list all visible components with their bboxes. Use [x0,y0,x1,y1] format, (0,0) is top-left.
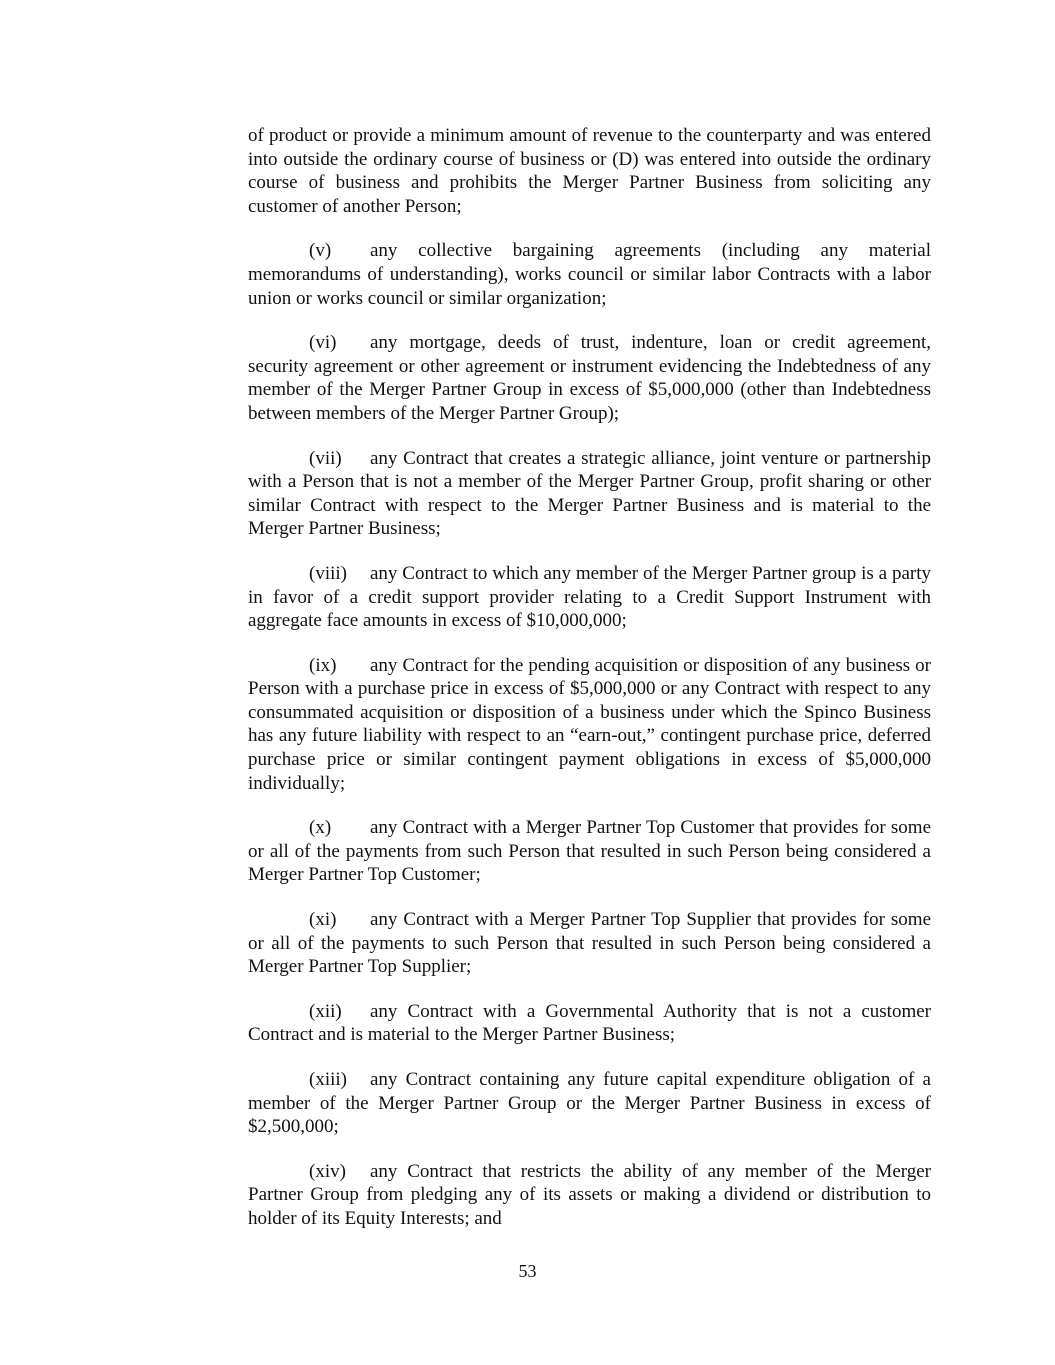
item-marker: (vii) [309,447,342,469]
list-item [248,1160,931,1231]
item-text: any Contract with a Governmental Authority that is not a customer Contract and is material to the Merger Partner Business; [248,1000,931,1046]
list-item [248,654,931,796]
list-item [248,447,931,541]
item-marker: (x) [309,817,332,839]
list-item [248,239,931,310]
document-body [248,124,931,1252]
item-text: any Contract for the pending acquisition or disposition of any business or Person with a purchase price in excess of $5,000,000 or any Contract with respect to any consummated acquisition or disposition of a business under which the Spinco Business has any future liability with respect to an “earn-out,” contingent purchase price, deferred purchase price or similar contingent payment obligations in excess of $5,000,000 individually; [248,654,931,794]
item-text: any collective bargaining agreements (including any material memorandums of understanding), works council or similar labor Contracts with a labor union or works council or similar organization; [248,240,931,309]
item-marker: (v) [309,240,332,262]
item-marker: (xii) [309,1000,342,1022]
list-item [248,908,931,979]
item-marker: (xiv) [309,1160,346,1182]
list-item [248,562,931,633]
continuation-paragraph: of product or provide a minimum amount of revenue to the counterparty and was entered into outside the ordinary course of business or (D) was entered into outside the ordinary course of business and prohibits the Merger Partner Business from soliciting any customer of another Person; [248,125,931,217]
item-marker: (viii) [309,562,347,584]
item-marker: (xi) [309,909,337,931]
list-item [248,1000,931,1047]
item-text: any Contract containing any future capital expenditure obligation of a member of the Merger Partner Group or the Merger Partner Business in excess of $2,500,000; [248,1069,931,1138]
item-text: any mortgage, deeds of trust, indenture, loan or credit agreement, security agreement or other agreement or instrument evidencing the Indebtedness of any member of the Merger Partner Group in excess of $5,000,000 (other than Indebtedness between members of the Merger Partner Group); [248,332,931,424]
item-marker: (ix) [309,654,337,676]
list-item [248,331,931,425]
item-marker: (xiii) [309,1069,347,1090]
item-text: any Contract with a Merger Partner Top Supplier that provides for some or all of the payments to such Person that resulted in such Person being considered a Merger Partner Top Supplier; [248,909,931,978]
item-marker: (vi) [309,332,337,354]
item-text: any Contract with a Merger Partner Top Customer that provides for some or all of the payments from such Person that resulted in such Person being considered a Merger Partner Top Customer; [248,817,931,886]
item-text: any Contract that creates a strategic alliance, joint venture or partnership with a Person that is not a member of the Merger Partner Group, profit sharing or other similar Contract with respect to the Merger Partner Business and is material to the Merger Partner Business; [248,447,931,540]
page-number: 53 [518,1261,537,1281]
item-text: any Contract to which any member of the Merger Partner group is a party in favor of a credit support provider relating to a Credit Support Instrument with aggregate face amounts in excess of $10,000,000; [248,562,931,632]
list-item [248,816,931,887]
item-text: any Contract that restricts the ability of any member of the Merger Partner Group from pledging any of its assets or making a dividend or distribution to holder of its Equity Interests; and [248,1160,931,1229]
list-item [248,1068,931,1139]
